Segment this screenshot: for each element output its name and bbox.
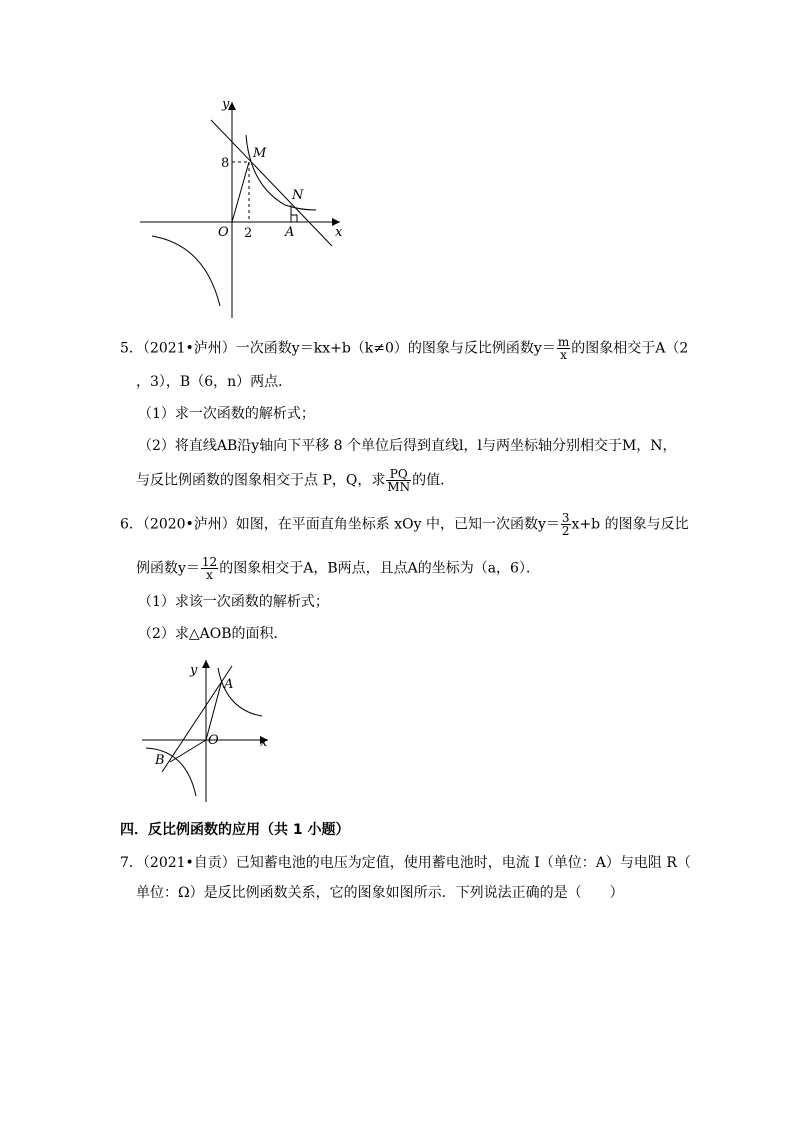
fraction-numerator: PQ — [386, 468, 411, 481]
fraction-denominator: 2 — [561, 524, 570, 538]
fraction-12-over-x — [201, 556, 218, 581]
q6-line2-a: 例函数 — [136, 560, 178, 577]
y-axis-arrow-icon — [202, 660, 210, 668]
fraction-m-over-x — [557, 336, 570, 361]
q6-part2: （2）求△AOB的面积． — [138, 626, 288, 642]
q5-stem-b: y＝kx+b（k≠0）的图象与反比例函数 — [291, 340, 534, 357]
q6-y-eq-2: y＝ — [178, 560, 200, 577]
label-a: A — [224, 677, 234, 692]
q6-stem-b: x+b 的图象与反比 — [571, 516, 689, 533]
segment-om — [232, 162, 249, 222]
q5-part2-text-b: 的值． — [412, 472, 455, 489]
label-a: A — [285, 225, 295, 240]
q6-stem-a: 6．（2020•泸州）如图，在平面直角坐标系 xOy 中，已知一次函数 — [120, 516, 538, 533]
figure-1-graph — [0, 0, 794, 330]
label-n: N — [292, 188, 304, 203]
fraction-denominator: MN — [387, 480, 411, 494]
hyperbola-lower-branch — [146, 748, 196, 796]
hyperbola-upper-branch — [218, 668, 262, 716]
q6-y-eq: y＝ — [537, 516, 560, 533]
fraction-denominator: x — [206, 568, 213, 582]
q6-line2 — [136, 556, 540, 581]
q7-line2: 单位：Ω）是反比例函数关系，它的图象如图所示．下列说法正确的是（ ） — [136, 885, 624, 901]
label-y: y — [222, 97, 230, 112]
q5-part2-line1: （2）将直线AB沿y轴向下平移 8 个单位后得到直线l，l与两坐标轴分别相交于M，N， — [138, 438, 677, 454]
q6-line2-b: 的图象相交于A，B两点，且点A的坐标为（a，6）． — [219, 560, 540, 577]
figure-2-graph — [0, 652, 794, 812]
label-origin: O — [208, 733, 219, 748]
q5-line1 — [120, 336, 688, 361]
q5-y-eq: y＝ — [533, 340, 556, 357]
label-x: x — [335, 225, 343, 240]
q5-part1: （1）求一次函数的解析式； — [138, 406, 315, 422]
right-angle-mark — [291, 215, 297, 222]
line-mn — [211, 120, 332, 246]
tick-label-2: 2 — [244, 226, 253, 241]
q5-part2-line2 — [136, 468, 454, 493]
tick-label-8: 8 — [221, 156, 230, 171]
q6-part1: （1）求该一次函数的解析式； — [138, 594, 329, 610]
q5-stem-a: 5．（2021•泸州）一次函数 — [120, 340, 292, 357]
label-y: y — [190, 663, 198, 678]
label-m: M — [253, 146, 267, 161]
q7-line1: 7．（2021•自贡）已知蓄电池的电压为定值，使用蓄电池时，电流 I（单位：A）与电阻 R（ — [120, 855, 691, 871]
fraction-numerator: 3 — [561, 511, 570, 525]
section-4-title: 四．反比例函数的应用（共 1 小题） — [120, 822, 350, 838]
fraction-denominator: x — [560, 348, 567, 362]
fraction-pq-over-mn — [386, 468, 411, 493]
fraction-numerator: 12 — [201, 555, 218, 569]
q5-stem-c: 的图象相交于A（2 — [571, 340, 689, 357]
label-b: B — [155, 753, 165, 768]
hyperbola-lower-branch — [152, 236, 220, 306]
q5-line2: ，3），B（6，n）两点． — [136, 374, 293, 390]
fraction-3-over-2 — [561, 512, 571, 537]
q5-part2-text-a: 与反比例函数的图象相交于点 P，Q，求 — [136, 472, 386, 489]
label-x: x — [260, 735, 268, 750]
label-origin: O — [218, 225, 229, 240]
q6-line1 — [120, 512, 689, 537]
segment-oa — [206, 680, 222, 740]
fraction-numerator: m — [557, 335, 570, 349]
